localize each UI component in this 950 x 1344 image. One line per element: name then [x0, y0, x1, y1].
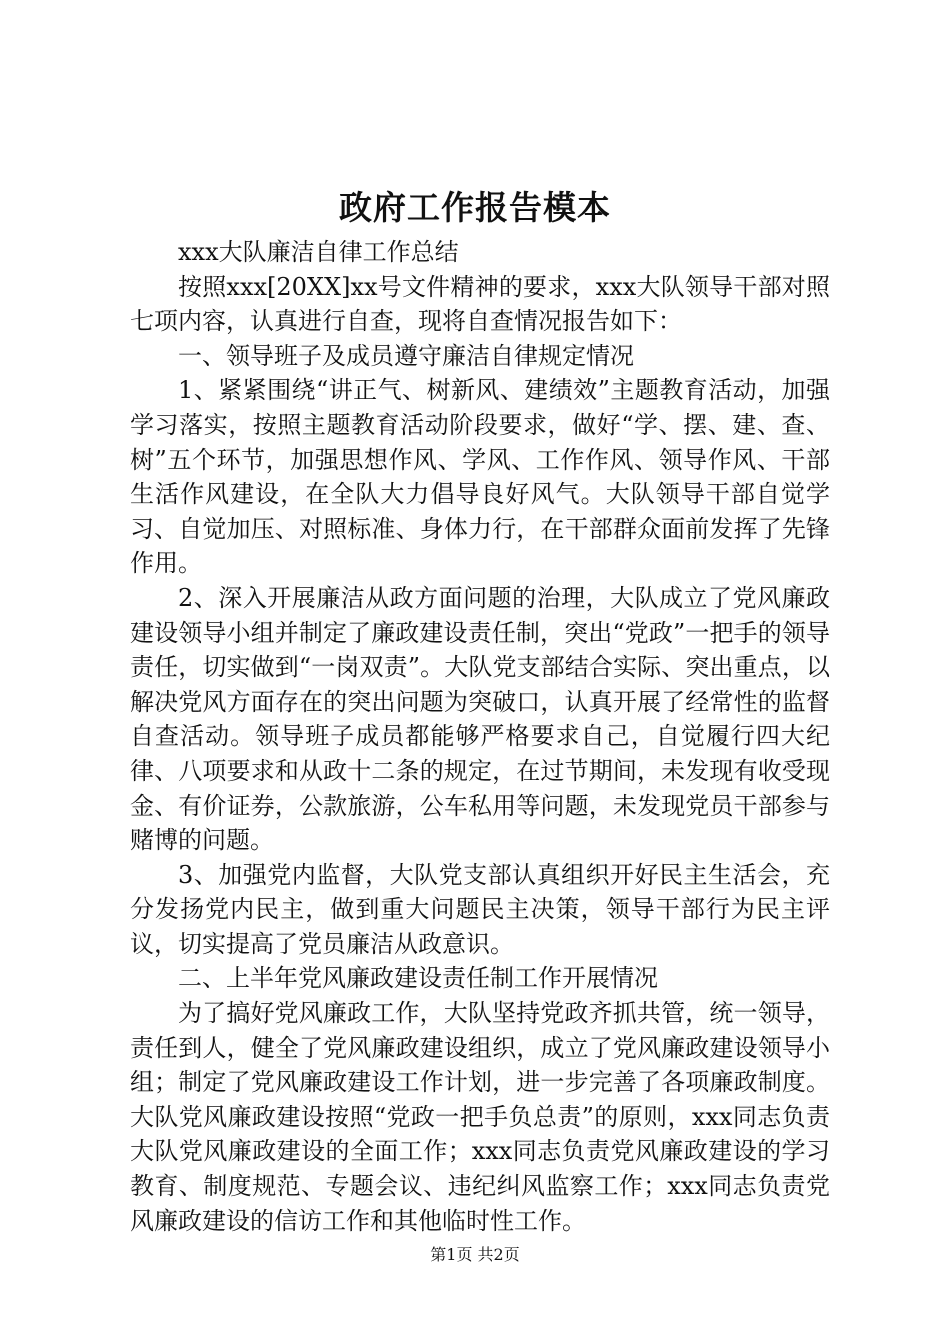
document-body — [130, 235, 830, 1238]
subtitle-paragraph: xxx大队廉洁自律工作总结 — [178, 238, 459, 266]
section-heading-2: 二、上半年党风廉政建设责任制工作开展情况 — [178, 964, 658, 993]
section-heading-1: 一、领导班子及成员遵守廉洁自律规定情况 — [178, 341, 634, 370]
intro-paragraph: 按照xxx[20XX]xx号文件精神的要求，xxx大队领导干部对照七项内容，认真进行自查，现将自查情况报告如下： — [130, 272, 830, 336]
body-paragraph-1: 1、紧紧围绕“讲正气、树新风、建绩效”主题教育活动，加强学习落实，按照主题教育活动阶段要求，做好“学、摆、建、查、树”五个环节，加强思想作风、学风、工作作风、领导作风、干部生活作风建设，在全队大力倡导良好风气。大队领导干部自觉学习、自觉加压、对照标准、身体力行，在干部群众面前发挥了先锋作用。 — [130, 376, 830, 578]
body-paragraph-2: 2、深入开展廉洁从政方面问题的治理，大队成立了党风廉政建设领导小组并制定了廉政建设责任制，突出“党政”一把手的领导责任，切实做到“一岗双责”。大队党支部结合实际、突出重点，以解决党风方面存在的突出问题为突破口，认真开展了经常性的监督自查活动。领导班子成员都能够严格要求自己，自觉履行四大纪律、八项要求和从政十二条的规定，在过节期间，未发现有收受现金、有价证券，公款旅游，公车私用等问题，未发现党员干部参与赌博的问题。 — [130, 583, 830, 855]
page-number-footer: 第1页 共2页 — [430, 1245, 520, 1264]
body-paragraph-3: 3、加强党内监督，大队党支部认真组织开好民主生活会，充分发扬党内民主，做到重大问题民主决策，领导干部行为民主评议，切实提高了党员廉洁从政意识。 — [130, 860, 830, 958]
document-title: 政府工作报告模本 — [339, 188, 611, 227]
body-paragraph-4: 为了搞好党风廉政工作，大队坚持党政齐抓共管，统一领导，责任到人，健全了党风廉政建设组织，成立了党风廉政建设领导小组；制定了党风廉政建设工作计划，进一步完善了各项廉政制度。大队党风廉政建设按照“党政一把手负总责”的原则，xxx同志负责大队党风廉政建设的全面工作；xxx同志负责党风廉政建设的学习教育、制度规范、专题会议、违纪纠风监察工作；xxx同志负责党风廉政建设的信访工作和其他临时性工作。 — [130, 999, 830, 1235]
